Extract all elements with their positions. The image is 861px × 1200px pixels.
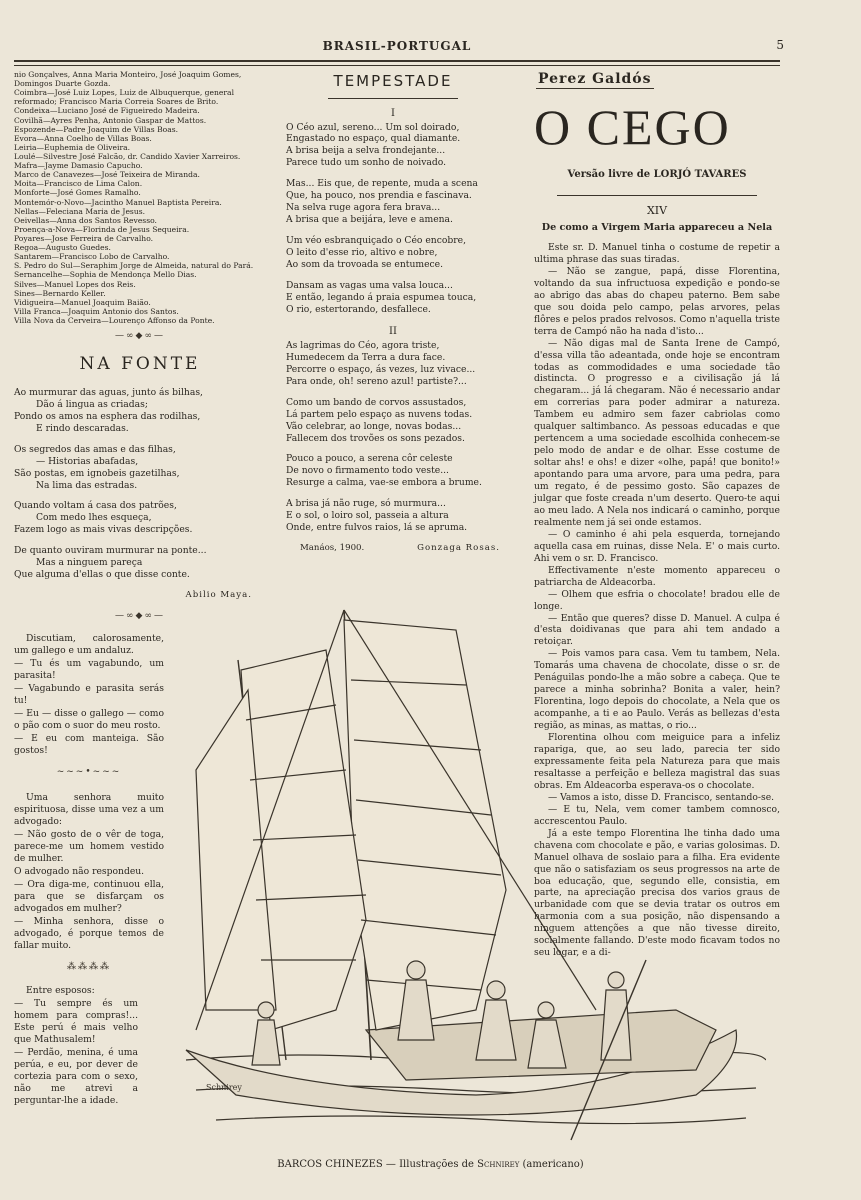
story-paragraph: — O caminho é ahi pela esquerda, tornejando aquella casa em ruinas, disse Nela. E' o mais curto. Ahi vem o sr. D. Francisco.: [534, 528, 780, 564]
poem-stanza: [286, 498, 500, 534]
artist-signature: Schnirey: [206, 1083, 242, 1092]
list-entry: Villa Franca—Joaquim Antonio dos Santos.: [14, 306, 179, 316]
list-entry: nio Gonçalves, Anna Maria Monteiro, José Joaquim Gomes,: [14, 70, 242, 79]
figure-body: [476, 1000, 516, 1060]
figure-head: [407, 961, 425, 979]
poem-line: Na selva ruge agora fera brava...: [286, 202, 441, 214]
poem-line: Fallecem dos trovões os sons pezados.: [286, 432, 465, 444]
story-title: O CEGO: [534, 99, 731, 156]
figure-head: [608, 972, 624, 988]
poem-line: Dansam as vagas uma valsa louca...: [286, 279, 453, 291]
title-rule: [557, 195, 757, 196]
publication-title: BRASIL-PORTUGAL: [322, 39, 472, 53]
page-number: 5: [776, 38, 784, 52]
poem-line: A brisa que a beijára, leve e amena.: [286, 214, 453, 226]
list-entry: Mafra—Jayme Damasio Capucho.: [14, 161, 143, 171]
poem-line: Vão celebrar, ao longe, novas bodas...: [286, 420, 462, 432]
poem-line: Que, ha pouco, nos prendia e fascinava.: [286, 190, 472, 202]
list-entry: Santarem—Francisco Lobo de Carvalho.: [14, 252, 170, 262]
poem-line: Resurge a calma, vae-se embora a brume.: [286, 477, 482, 489]
poem-line: Os segredos das amas e das filhas,: [14, 443, 176, 455]
poem-line: Fazem logo as mais vivas descripções.: [14, 524, 193, 536]
anecdote-esposos: [14, 985, 138, 1107]
masthead: [14, 38, 784, 62]
poem-line: Que alguma d'ellas o que disse conte.: [14, 569, 190, 581]
poem-line: Como um bando de corvos assustados,: [286, 396, 467, 408]
anecdote-line: Discutiam, calorosamente, um gallego e um andaluz.: [14, 633, 164, 656]
list-entry: Sernancelhe—Sophia de Mendonça Mello Dias.: [14, 270, 197, 280]
anecdote-line: — Tu és um vagabundo, um parasita!: [14, 657, 164, 681]
list-entry: Silves—Manuel Lopes dos Reis.: [14, 279, 136, 289]
list-entry: Coimbra—José Luiz Lopes, Luiz de Albuquerque, general: [14, 88, 234, 98]
title-rule: [328, 98, 458, 99]
poem-line: De novo o firmamento todo veste...: [286, 465, 449, 477]
poem-line: Ao som da trovoada se entumece.: [286, 259, 444, 271]
list-entry: Moita—Francisco de Lima Calon.: [14, 179, 143, 189]
anecdote-line: — Eu — disse o gallego — como o pão com o suor do meu rosto.: [14, 707, 164, 731]
story-paragraph: — Vamos a isto, disse D. Francisco, sentando-se.: [548, 791, 775, 803]
names-list: [14, 70, 266, 325]
poem-stanza: [286, 280, 500, 316]
poem-stanza: [286, 235, 500, 271]
poem-part-one: [286, 122, 500, 316]
middle-column: [286, 70, 500, 554]
poem-line: Mas... Eis que, de repente, muda a scena: [286, 178, 478, 190]
story-paragraph: Já a este tempo Florentina lhe tinha dado uma chavena com chocolate e pão, e varias golosimas. D. Manuel olhava de soslaio para a filha. Era evidente que não o satisfaziam os seus progressos na arte de boa educação, que, segundo elle, consistia, em parte, na apreciação precisa dos varios graus de urbanidade com que se devia tratar os outros em harmonia com a sua posição, não dispensando a ninguem attenções a que não tivesse direito, socialmente fallando. D'este modo ficavam todos no seu logar, e a di-: [534, 827, 780, 959]
poem-line: Pouco a pouco, a serena côr celeste: [286, 453, 453, 465]
poem-author: Abilio Maya.: [185, 590, 252, 601]
anecdote-line: — Perdão, menina, é uma perúa, e eu, por dever de cortezia para com o sexo, não me atrevi a perguntar-lhe a idade.: [14, 1047, 138, 1106]
figure-head: [538, 1002, 554, 1018]
poem-line: E então, legando á praia espumea touca,: [286, 291, 477, 303]
anecdote-line: Uma senhora muito espirituosa, disse uma vez a um advogado:: [14, 792, 164, 828]
ornament-divider: ~~~•~~~: [56, 766, 122, 777]
chapter-number: XIV: [646, 204, 668, 218]
poem-line: O Céo azul, sereno... Um sol doirado,: [286, 121, 460, 133]
poem-line: A brisa beija a selva frondejante...: [286, 145, 446, 157]
poem-line: O leito d'esse rio, altivo e nobre,: [286, 247, 438, 259]
water-line: [216, 1116, 746, 1124]
figure-head: [258, 1002, 274, 1018]
list-entry: Leiria—Euphemia de Oliveira.: [14, 142, 131, 152]
poem-line: Para onde, oh! sereno azul! partiste?...: [286, 375, 467, 387]
list-entry: Oeivellas—Anna dos Santos Revesso.: [14, 215, 157, 225]
poem-line: Onde, entre fulvos raios, lá se apruma.: [286, 522, 468, 534]
caption-tail: (americano): [519, 1159, 584, 1170]
anecdote-gallego: [14, 633, 164, 757]
poem-line: Ao murmurar das aguas, junto ás bilhas,: [14, 386, 203, 398]
anecdote-line: — E eu com manteiga. São gostos!: [14, 732, 164, 756]
story-paragraph: — Não se zangue, papá, disse Florentina, voltando da sua infructuosa expedição e pondo-se ao abrigo das abas do chapeu paterno. Bem sabe que sou doida pelo campo, pelas arvores, pelas flôres e pelos prados relvosos. Como n'aquella triste terra de Campó não ha nada d'isto...: [534, 265, 780, 337]
ornament-divider: ⁂⁂⁂⁂: [67, 961, 111, 972]
figure-body: [601, 990, 631, 1060]
list-entry: Regoa—Augusto Guedes.: [14, 243, 111, 253]
list-entry: Vidigueira—Manuel Joaquim Baião.: [14, 297, 151, 307]
poem-line: Pondo os amos na esphera das rodilhas,: [14, 410, 201, 422]
poem-signature: [286, 543, 500, 554]
poem-line: As lagrimas do Céo, agora triste,: [286, 339, 440, 351]
list-entry: Proença-a-Nova—Florinda de Jesus Sequeira.: [14, 224, 190, 234]
poem-line: Na lima das estradas.: [36, 479, 138, 491]
masthead-rule: [14, 65, 780, 66]
story-paragraph: — Olhem que esfria o chocolate! bradou elle de longe.: [534, 588, 780, 612]
poem-title-na-fonte: NA FONTE: [79, 353, 201, 374]
poem-line: Humedecem da Terra a dura face.: [286, 351, 446, 363]
poem-line: Com medo lhes esqueça,: [36, 512, 152, 524]
poem-stanza: [286, 397, 500, 445]
poem-line: Engastado no espaço, qual diamante.: [286, 133, 461, 145]
story-paragraph: — Pois vamos para casa. Vem tu tambem, Nela. Tomarás uma chavena de chocolate, disse o sr. de Penáguilas pondo-lhe a mão sobre a cabeça. Que te parece a minha sobrinha? Bonita a valer, hein? Florentina, logo depois do chocolate, a Nela que os acompanhe, a ti e ao Paulo. Verás as bellezas d'esta região, as minas, as mattas, o rio...: [534, 648, 780, 732]
poem-stanza: [286, 178, 500, 226]
chapter-title: De como a Virgem Maria appareceu a Nela: [541, 222, 773, 234]
list-entry: Monforte—José Gomes Ramalho.: [14, 188, 141, 198]
list-entry: Montemór-o-Novo—Jacintho Manuel Baptista Pereira.: [14, 197, 222, 207]
list-entry: Domingos Duarte Gozda.: [14, 79, 111, 89]
caption-lead: BARCOS CHINEZES — Illustrações de: [277, 1159, 478, 1170]
poem-line: Quando voltam á casa dos patrões,: [14, 500, 177, 512]
part-one-label: I: [391, 107, 395, 119]
illustration-caption: [0, 1159, 861, 1170]
poem-author: Gonzaga Rosas.: [417, 543, 500, 554]
list-entry: Evora—Anna Coelho de Villas Boas.: [14, 133, 152, 143]
poem-stanza: [286, 122, 500, 170]
poem-line: — Historias abafadas,: [36, 455, 139, 467]
list-entry: Espozende—Padre Joaquim de Villas Boas.: [14, 124, 179, 134]
poem-date: Manáos, 1900.: [300, 543, 365, 554]
poem-stanza: [286, 340, 500, 388]
list-entry: Loulé—Silvestre José Falcão, dr. Candido Xavier Xarreiros.: [14, 151, 241, 161]
anecdote-line: — Ora diga-me, continuou ella, para que se disfarçam os advogados em mulher?: [14, 878, 164, 914]
part-two-label: II: [389, 325, 397, 337]
poem-line: E o sol, o loiro sol, passeia a altura: [286, 510, 449, 522]
poem-stanza: [14, 444, 266, 492]
list-entry: Marco de Canavezes—José Teixeira de Miranda.: [14, 170, 200, 180]
poem-line: Dão á lingua as criadas;: [36, 398, 148, 410]
poem-stanza: [14, 387, 266, 435]
list-entry: Poyares—Jose Ferreira de Carvalho.: [14, 233, 154, 243]
poem-na-fonte: [14, 387, 266, 581]
poem-line: São postas, em ignobeis gazetilhas,: [14, 467, 180, 479]
list-entry: Condeixa—Luciano José de Figueiredo Madeira.: [14, 106, 200, 116]
story-author: Perez Galdós: [536, 70, 654, 89]
poem-line: O rio, estertorando, desfallece.: [286, 303, 431, 315]
story-subtitle: Versão livre de LORJÓ TAVARES: [567, 169, 747, 181]
ornament-divider: —∞◆∞—: [115, 611, 165, 622]
poem-line: De quanto ouviram murmurar na ponte...: [14, 545, 207, 557]
list-entry: reformado; Francisco Maria Correia Soares de Brito.: [14, 97, 219, 107]
story-paragraph: Florentina olhou com meiguice para a infeliz rapariga, que, ao seu lado, parecia ter sido expressamente feita pela Natureza para que mais resaltasse a perfeição e belleza magistral das suas obras. Em Aldeacorba esperava-os o chocolate.: [534, 732, 780, 791]
anecdote-line: O advogado não respondeu.: [14, 865, 145, 877]
poem-line: Lá partem pelo espaço as nuvens todas.: [286, 408, 473, 420]
ornament-divider: —∞◆∞—: [115, 331, 165, 342]
list-entry: Villa Nova da Cerveira—Lourenço Affonso da Ponte.: [14, 315, 215, 325]
story-paragraph: Effectivamente n'este momento appareceu o patriarcha de Aldeacorba.: [534, 564, 780, 588]
list-entry: Covilhã—Ayres Penha, Antonio Gaspar de Mattos.: [14, 115, 207, 125]
poem-line: Parece tudo um sonho de noivado.: [286, 157, 447, 169]
anecdote-line: — Não gosto de o vêr de toga, parece-me um homem vestido de mulher.: [14, 829, 164, 865]
list-entry: S. Pedro do Sul—Seraphim Jorge de Almeida, natural do Pará.: [14, 261, 254, 271]
anecdote-line: Entre esposos:: [26, 985, 95, 997]
poem-line: Percorre o espaço, ás vezes, luz vivace...: [286, 363, 476, 375]
poem-line: Um véo esbranquiçado o Céo encobre,: [286, 235, 466, 247]
caption-artist: Schnirey: [477, 1159, 520, 1170]
list-entry: Sines—Bernardo Keller.: [14, 288, 106, 298]
poem-line: Mas a ninguem pareça: [36, 557, 143, 569]
story-paragraph: — Então que queres? disse D. Manuel. A culpa é d'esta doidivanas que para ahi tem andado a retoiçar.: [534, 612, 780, 648]
poem-stanza: [286, 453, 500, 489]
poem-stanza: [14, 545, 266, 581]
list-entry: Nellas—Feleciana Maria de Jesus.: [14, 206, 146, 216]
story-paragraph: — Não digas mal de Santa Irene de Campó, d'essa villa tão adeantada, onde hoje se encontram todas as commodidades e uma sociedade tão distincta. O progresso e a civilisação já lá chegaram... já lá chegaram. Não é necessario andar em correrias para poder admirar a natureza. Tambem eu admiro sem fazer cabriolas como qualquer saltimbanco. As pessoas educadas e que pertencem a uma sociedade escolhida conhecem-se pelo modo de andar e de olhar. Esse costume de soltar ahs! e ohs! e dizer «olhe, papá! que bonito!» apontando para uma arvore, para uma pedra, para um regato, é de pessimo gosto. São capazes de julgar que foste creada n'um deserto. Quero-te aqui ao meu lado. A Nela nos indicará o caminho, porque realmente nem já sei onde estamos.: [534, 337, 780, 528]
anecdote-line: — Vagabundo e parasita serás tu!: [14, 682, 164, 706]
figure-head: [487, 981, 505, 999]
chinese-boats-illustration: [176, 590, 766, 1150]
poem-line: A brisa já não ruge, só murmura...: [286, 498, 446, 510]
story-paragraph: Este sr. D. Manuel tinha o costume de repetir a ultima phrase das suas tiradas.: [534, 241, 780, 265]
anecdote-line: — Tu sempre és um homem para compras!... Este perú é mais velho que Mathusalem!: [14, 998, 138, 1046]
anecdote-line: — Minha senhora, disse o advogado, é porque temos de fallar muito.: [14, 915, 164, 951]
anecdote-advogado: [14, 792, 164, 951]
poem-line: E rindo descaradas.: [36, 422, 129, 434]
poem-part-two: [286, 340, 500, 534]
poem-stanza: [14, 500, 266, 536]
poem-title-tempestade: TEMPESTADE: [333, 72, 453, 90]
story-paragraph: — E tu, Nela, vem comer tambem comnosco, accrescentou Paulo.: [534, 803, 780, 827]
